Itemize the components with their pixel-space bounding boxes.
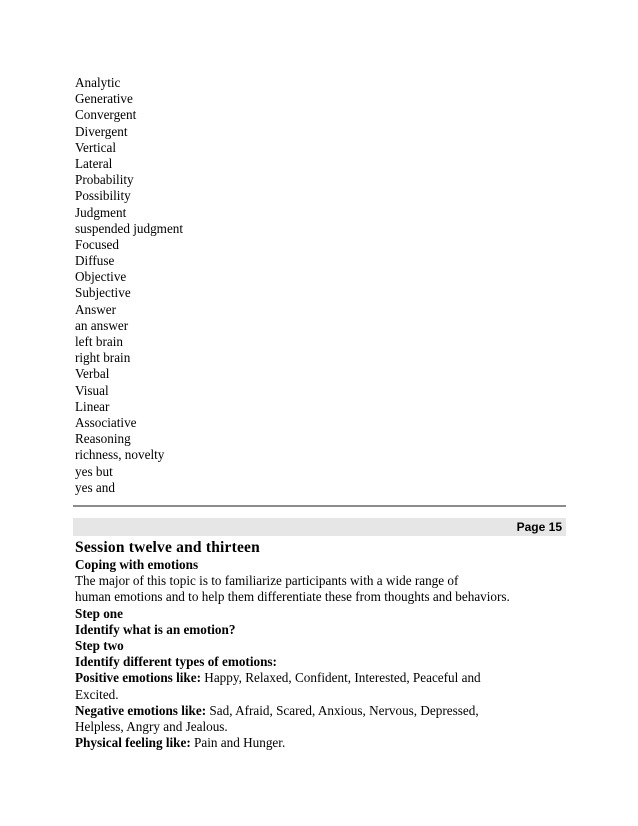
word-list-item: Objective bbox=[75, 269, 127, 285]
intro-text-line: human emotions and to help them differentiate these from thoughts and behaviors. bbox=[75, 589, 510, 605]
step-one-text: Identify what is an emotion? bbox=[75, 621, 236, 637]
word-list-item: Divergent bbox=[75, 123, 128, 139]
word-list-item: Visual bbox=[75, 382, 109, 398]
negative-emotions-continuation: Helpless, Angry and Jealous. bbox=[75, 719, 228, 735]
word-list-item: Judgment bbox=[75, 204, 127, 220]
word-list-item: Vertical bbox=[75, 139, 117, 155]
section-title: Session twelve and thirteen bbox=[75, 539, 260, 556]
word-list-item: yes but bbox=[75, 463, 113, 479]
word-list-item: suspended judgment bbox=[75, 220, 184, 236]
word-list-item: Probability bbox=[75, 172, 134, 188]
word-list-item: richness, novelty bbox=[75, 447, 165, 463]
negative-emotions-text: Sad, Afraid, Scared, Anxious, Nervous, Depressed, bbox=[206, 702, 479, 718]
negative-emotions-line bbox=[75, 703, 565, 719]
positive-emotions-line bbox=[75, 670, 565, 686]
word-list-item: Generative bbox=[75, 91, 133, 107]
positive-emotions-continuation: Excited. bbox=[75, 686, 119, 702]
word-list-item: Linear bbox=[75, 398, 110, 414]
word-list-item: Associative bbox=[75, 414, 137, 430]
word-list-item: right brain bbox=[75, 350, 131, 366]
page-number: Page 15 bbox=[516, 520, 562, 534]
word-list-item: Verbal bbox=[75, 366, 110, 382]
word-list-item: Convergent bbox=[75, 107, 137, 123]
physical-feeling-line bbox=[75, 735, 565, 751]
word-list-item: Lateral bbox=[75, 155, 113, 171]
word-list-item: Answer bbox=[75, 301, 117, 317]
negative-emotions-label: Negative emotions like: bbox=[75, 702, 207, 718]
intro-text-line: The major of this topic is to familiarize participants with a wide range of bbox=[75, 573, 459, 589]
word-list-item: Diffuse bbox=[75, 253, 115, 269]
word-list-item: Reasoning bbox=[75, 431, 131, 447]
step-one-label: Step one bbox=[75, 605, 123, 621]
word-list bbox=[75, 75, 555, 496]
footer-divider bbox=[73, 505, 566, 507]
word-list-item: yes and bbox=[75, 479, 115, 495]
word-list-item: left brain bbox=[75, 334, 123, 349]
physical-feeling-label: Physical feeling like: bbox=[75, 735, 191, 751]
page-footer-bar bbox=[73, 518, 566, 536]
positive-emotions-text: Happy, Relaxed, Confident, Interested, Peaceful and bbox=[201, 670, 481, 686]
physical-feeling-text: Pain and Hunger. bbox=[190, 735, 286, 751]
word-list-item: Possibility bbox=[75, 188, 131, 204]
word-list-item: Subjective bbox=[75, 285, 131, 301]
positive-emotions-label: Positive emotions like: bbox=[75, 670, 201, 686]
word-list-item: Analytic bbox=[75, 75, 121, 90]
session-section bbox=[75, 538, 565, 751]
step-two-text: Identify different types of emotions: bbox=[75, 654, 277, 670]
section-subtitle: Coping with emotions bbox=[75, 557, 199, 572]
step-two-label: Step two bbox=[75, 638, 124, 654]
word-list-item: an answer bbox=[75, 317, 129, 333]
word-list-item: Focused bbox=[75, 236, 119, 252]
